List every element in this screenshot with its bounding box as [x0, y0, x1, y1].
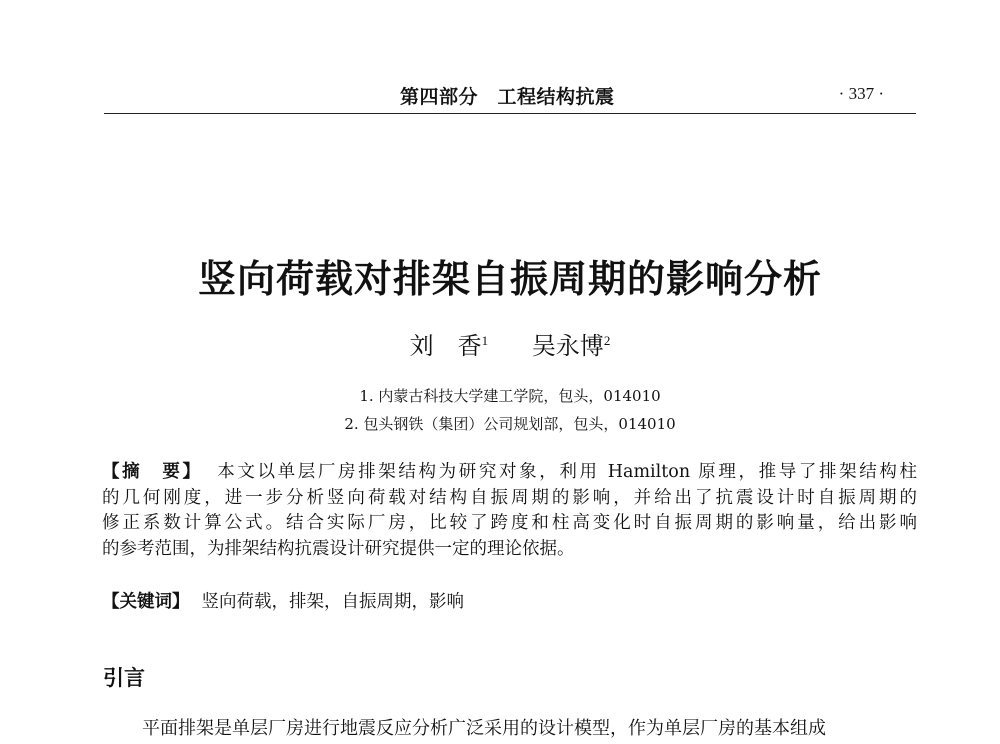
author-affiliation-mark: 1	[481, 333, 489, 348]
paper-title: 竖向荷载对排架自振周期的影响分析	[197, 256, 822, 301]
keyword: 竖向荷载，	[201, 592, 289, 612]
author-name: 吴永博	[531, 332, 604, 360]
abstract-label: 【摘 要】	[102, 462, 203, 482]
author	[410, 326, 489, 361]
keyword: 影响	[429, 592, 464, 612]
affiliation: 2. 包头钢铁（集团）公司规划部，包头，014010	[344, 415, 676, 433]
page-number: · 337 ·	[838, 84, 884, 103]
body-paragraph: 平面排架是单层厂房进行地震反应分析广泛采用的设计模型，作为单层厂房的基本组成	[142, 718, 826, 739]
keywords	[102, 588, 464, 613]
abstract-line: 的几何刚度，进一步分析竖向荷载对结构自振周期的影响，并给出了抗震设计时自振周期的	[102, 487, 917, 508]
keywords-label: 【关键词】	[102, 592, 190, 612]
author-list	[100, 326, 920, 361]
keyword: 自振周期，	[341, 592, 429, 612]
affiliation: 1. 内蒙古科技大学建工学院，包头，014010	[359, 387, 661, 405]
author-affiliation-mark: 2	[603, 333, 611, 348]
section-heading: 引言	[103, 666, 145, 690]
author-name: 刘 香	[409, 332, 482, 360]
abstract	[102, 460, 917, 562]
abstract-line	[102, 460, 917, 486]
running-header-section: 第四部分 工程结构抗震	[400, 86, 615, 108]
abstract-line: 的参考范围，为排架结构抗震设计研究提供一定的理论依据。	[102, 538, 575, 559]
keyword: 排架，	[289, 592, 342, 612]
author	[532, 326, 611, 361]
abstract-line: 修正系数计算公式。结合实际厂房，比较了跨度和柱高变化时自振周期的影响量，给出影响	[102, 513, 917, 533]
header-rule	[104, 113, 916, 114]
abstract-text: 本文以单层厂房排架结构为研究对象，利用 Hamilton 原理，推导了排架结构柱	[214, 462, 918, 482]
